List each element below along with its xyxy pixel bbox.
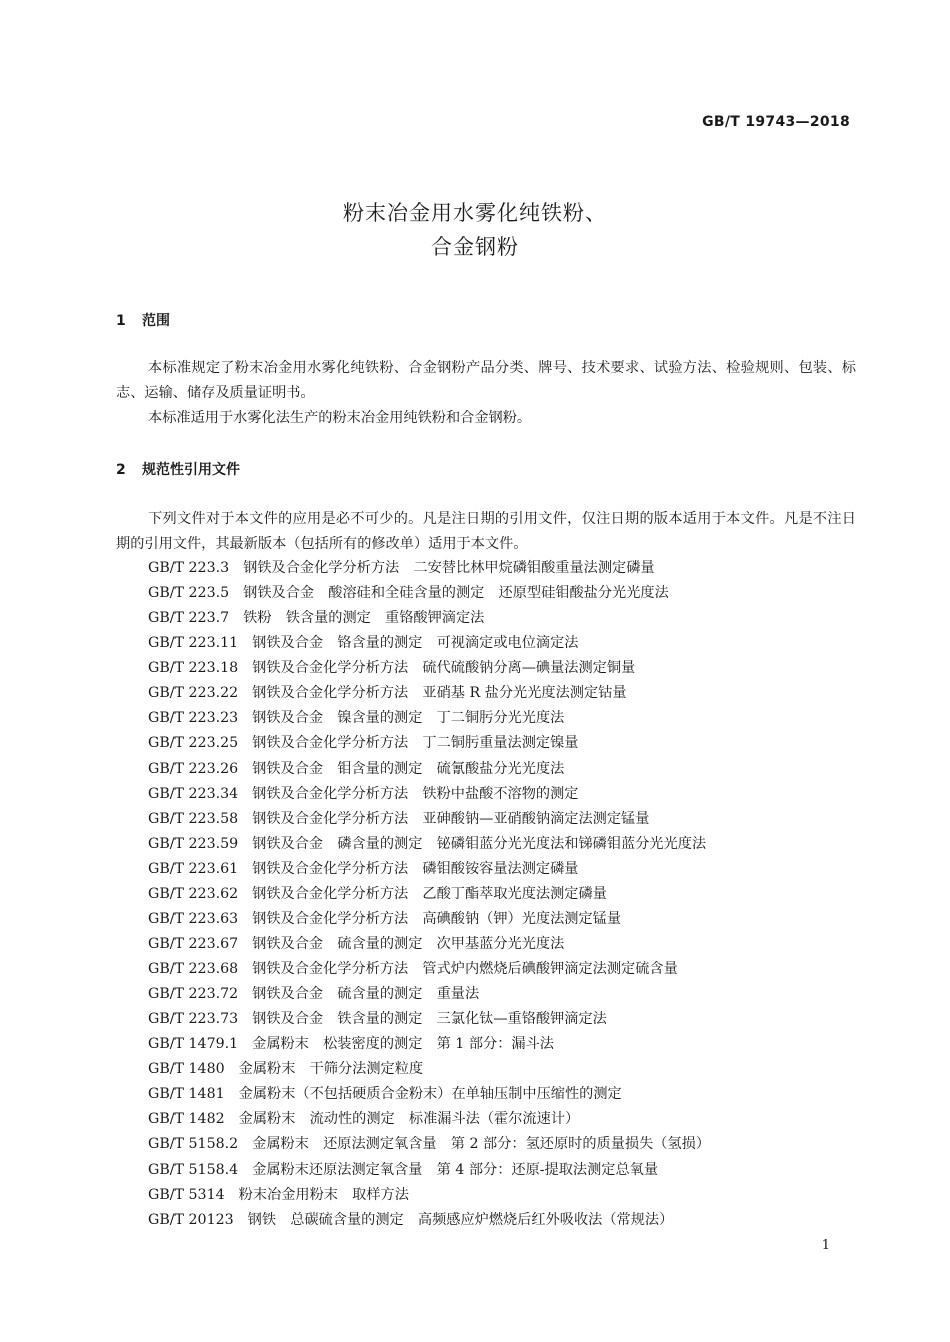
reference-code: GB/T 1480: [148, 1061, 225, 1078]
reference-title: 钢铁及合金 磷含量的测定 铋磷钼蓝分光光度法和锑磷钼蓝分光光度法: [252, 835, 707, 852]
reference-code: GB/T 5314: [148, 1186, 225, 1203]
reference-title: 金属粉末 还原法测定氧含量 第 2 部分：氢还原时的质量损失（氢损）: [252, 1136, 711, 1153]
section-1-paragraph-1: 本标准规定了粉末冶金用水雾化纯铁粉、合金钢粉产品分类、牌号、技术要求、试验方法、检验规则、包装、标志、运输、储存及质量证明书。: [116, 360, 856, 401]
reference-item: [148, 957, 710, 982]
document-title: [0, 196, 950, 264]
reference-code: GB/T 223.63: [148, 910, 239, 927]
reference-title: 钢铁及合金化学分析方法 硫代硫酸钠分离—碘量法测定铜量: [252, 660, 636, 677]
reference-item: [148, 1132, 710, 1157]
reference-code: GB/T 223.73: [148, 1011, 239, 1028]
reference-title: 钢铁及合金 硫含量的测定 次甲基蓝分光光度法: [252, 935, 565, 952]
reference-item: [148, 606, 710, 631]
reference-item: [148, 807, 710, 832]
title-line-2: 合金钢粉: [431, 235, 519, 259]
reference-code: GB/T 223.7: [148, 610, 230, 627]
reference-code: GB/T 1479.1: [148, 1036, 239, 1053]
reference-title: 铁粉 铁含量的测定 重铬酸钾滴定法: [243, 610, 485, 627]
reference-title: 钢铁及合金 钼含量的测定 硫氰酸盐分光光度法: [252, 760, 565, 777]
section-2-heading: [116, 459, 240, 479]
page-number: 1: [821, 1238, 830, 1253]
reference-code: GB/T 223.67: [148, 935, 239, 952]
reference-title: 金属粉末 流动性的测定 标准漏斗法（霍尔流速计）: [238, 1111, 580, 1128]
reference-code: GB/T 223.26: [148, 760, 239, 777]
reference-code: GB/T 223.62: [148, 885, 239, 902]
section-2-intro: 下列文件对于本文件的应用是必不可少的。凡是注日期的引用文件，仅注日期的版本适用于本文件。凡是不注日期的引用文件，其最新版本（包括所有的修改单）适用于本文件。: [116, 511, 856, 552]
reference-item: [148, 1007, 710, 1032]
reference-title: 钢铁及合金化学分析方法 乙酸丁酯萃取光度法测定磷量: [252, 885, 607, 902]
reference-title: 钢铁及合金化学分析方法 管式炉内燃烧后碘酸钾滴定法测定硫含量: [252, 961, 678, 977]
reference-item: [148, 631, 710, 656]
reference-item: [148, 1208, 710, 1233]
reference-item: [148, 556, 710, 581]
reference-title: 钢铁及合金 酸溶硅和全硅含量的测定 还原型硅钼酸盐分光光度法: [243, 585, 669, 602]
reference-title: 金属粉末 干筛分法测定粒度: [238, 1061, 424, 1078]
reference-title: 钢铁及合金化学分析方法 亚砷酸钠—亚硝酸钠滴定法测定锰量: [252, 810, 650, 827]
reference-title: 金属粉末（不包括硬质合金粉末）在单轴压制中压缩性的测定: [238, 1086, 622, 1103]
reference-title: 金属粉末 松装密度的测定 第 1 部分：漏斗法: [252, 1036, 554, 1053]
reference-title: 钢铁及合金化学分析方法 高碘酸钠（钾）光度法测定锰量: [252, 910, 622, 927]
reference-item: [148, 757, 710, 782]
section-1-title: 范围: [142, 313, 170, 329]
section-1-number: 1: [116, 313, 126, 329]
reference-title: 钢铁及合金 镍含量的测定 丁二铜肟分光光度法: [252, 710, 565, 727]
reference-code: GB/T 223.5: [148, 585, 230, 602]
reference-item: [148, 907, 710, 932]
reference-code: GB/T 223.58: [148, 810, 239, 827]
reference-item: [148, 581, 710, 606]
reference-title: 钢铁 总碳硫含量的测定 高频感应炉燃烧后红外吸收法（常规法）: [247, 1211, 674, 1228]
reference-code: GB/T 223.59: [148, 835, 239, 852]
reference-title: 钢铁及合金化学分析方法 丁二铜肟重量法测定镍量: [252, 735, 579, 752]
reference-item: [148, 1082, 710, 1107]
reference-item: [148, 857, 710, 882]
reference-item: [148, 882, 710, 907]
reference-title: 钢铁及合金 铬含量的测定 可视滴定或电位滴定法: [252, 635, 579, 652]
reference-title: 钢铁及合金化学分析方法 二安替比林甲烷磷钼酸重量法测定磷量: [243, 560, 655, 576]
reference-title: 粉末冶金用粉末 取样方法: [238, 1186, 409, 1203]
reference-item: [148, 706, 710, 731]
reference-item: [148, 932, 710, 957]
reference-item: [148, 782, 710, 807]
reference-code: GB/T 223.61: [148, 860, 239, 877]
reference-list: [148, 556, 710, 1233]
reference-item: [148, 1057, 710, 1082]
reference-code: GB/T 1482: [148, 1111, 225, 1128]
reference-item: [148, 1158, 710, 1183]
reference-title: 金属粉末还原法测定氧含量 第 4 部分：还原-提取法测定总氧量: [252, 1161, 659, 1178]
reference-title: 钢铁及合金化学分析方法 亚硝基 R 盐分光光度法测定钴量: [252, 685, 627, 702]
section-2-number: 2: [116, 462, 126, 478]
reference-title: 钢铁及合金 硫含量的测定 重量法: [252, 986, 480, 1003]
reference-code: GB/T 223.3: [148, 560, 230, 576]
reference-item: [148, 656, 710, 681]
reference-item: [148, 681, 710, 706]
reference-code: GB/T 223.25: [148, 735, 239, 752]
reference-title: 钢铁及合金 铁含量的测定 三氯化钛—重铬酸钾滴定法: [252, 1011, 607, 1028]
reference-code: GB/T 223.23: [148, 710, 239, 727]
reference-code: GB/T 223.18: [148, 660, 239, 677]
reference-item: [148, 1032, 710, 1057]
reference-code: GB/T 1481: [148, 1086, 225, 1103]
section-1-heading: [116, 310, 170, 330]
section-1-paragraph-2: 本标准适用于水雾化法生产的粉末冶金用纯铁粉和合金钢粉。: [148, 410, 532, 426]
reference-code: GB/T 223.72: [148, 986, 239, 1003]
reference-title: 钢铁及合金化学分析方法 铁粉中盐酸不溶物的测定: [252, 785, 579, 802]
reference-code: GB/T 20123: [148, 1211, 234, 1228]
title-line-1: 粉末冶金用水雾化纯铁粉、: [343, 201, 607, 225]
reference-code: GB/T 223.11: [148, 635, 239, 652]
reference-code: GB/T 223.34: [148, 785, 239, 802]
reference-item: [148, 982, 710, 1007]
reference-item: [148, 832, 710, 857]
reference-item: [148, 1183, 710, 1208]
reference-title: 钢铁及合金化学分析方法 磷钼酸铵容量法测定磷量: [252, 860, 579, 877]
reference-item: [148, 1107, 710, 1132]
standard-number: GB/T 19743—2018: [702, 114, 850, 130]
reference-item: [148, 731, 710, 756]
reference-code: GB/T 223.68: [148, 961, 239, 977]
reference-code: GB/T 5158.4: [148, 1161, 239, 1178]
reference-code: GB/T 223.22: [148, 685, 239, 702]
reference-code: GB/T 5158.2: [148, 1136, 239, 1153]
section-2-title: 规范性引用文件: [142, 462, 240, 478]
